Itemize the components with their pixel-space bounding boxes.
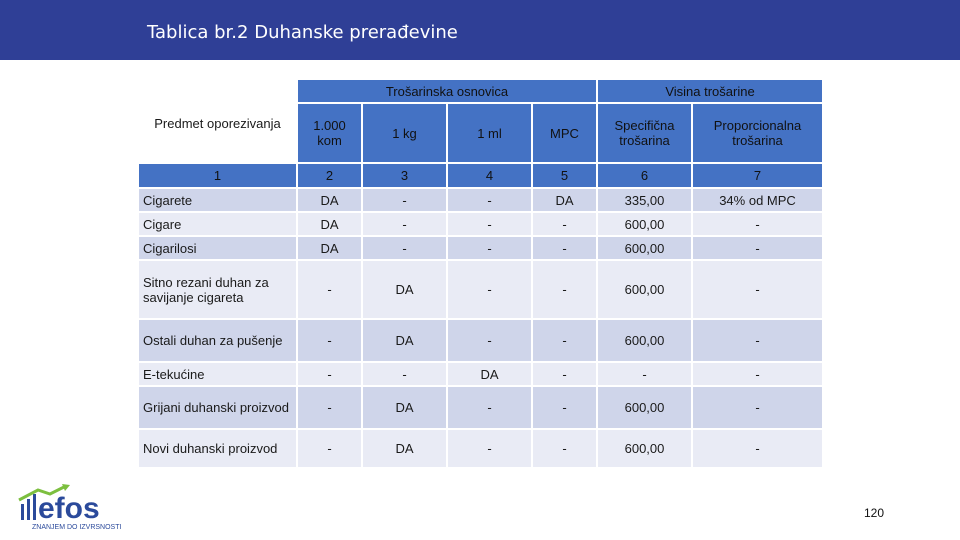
column-header: 1 kg — [362, 103, 447, 163]
table-cell: DA — [532, 188, 597, 212]
table-cell: - — [532, 212, 597, 236]
column-header: 1.000 kom — [297, 103, 362, 163]
table-cell: - — [297, 362, 362, 386]
table-row — [138, 362, 823, 386]
table-cell: - — [692, 362, 823, 386]
row-label: Cigarilosi — [138, 236, 297, 260]
table-cell: - — [362, 236, 447, 260]
table-cell: - — [297, 260, 362, 319]
column-number: 7 — [692, 163, 823, 188]
row-label: Novi duhanski proizvod — [138, 429, 297, 468]
row-label: E-tekućine — [138, 362, 297, 386]
table-cell: - — [532, 236, 597, 260]
column-number: 1 — [138, 163, 297, 188]
table-cell: 600,00 — [597, 386, 692, 429]
table-row — [138, 212, 823, 236]
row-label: Grijani duhanski proizvod — [138, 386, 297, 429]
page-number: 120 — [864, 506, 885, 520]
column-number: 3 — [362, 163, 447, 188]
table-row — [138, 429, 823, 468]
subject-header: Predmet oporezivanja — [138, 79, 297, 163]
table-cell: - — [362, 362, 447, 386]
table-cell: - — [297, 429, 362, 468]
table-cell: - — [447, 429, 532, 468]
table-row — [138, 236, 823, 260]
column-header: Proporcionalna trošarina — [692, 103, 823, 163]
table-cell: - — [532, 362, 597, 386]
table-cell: 34% od MPC — [692, 188, 823, 212]
column-number: 4 — [447, 163, 532, 188]
table-cell: - — [447, 260, 532, 319]
table-cell: - — [447, 212, 532, 236]
logo-bar — [21, 504, 24, 520]
table-cell: 600,00 — [597, 429, 692, 468]
column-header: Specifična trošarina — [597, 103, 692, 163]
table-cell: - — [297, 319, 362, 362]
logo-bar — [33, 494, 36, 520]
table-cell: 335,00 — [597, 188, 692, 212]
column-header: MPC — [532, 103, 597, 163]
table-cell: - — [362, 212, 447, 236]
table-cell: DA — [297, 188, 362, 212]
table-cell: - — [692, 212, 823, 236]
table-cell: - — [532, 429, 597, 468]
row-label: Ostali duhan za pušenje — [138, 319, 297, 362]
table-cell: - — [692, 260, 823, 319]
table-cell: 600,00 — [597, 236, 692, 260]
table-cell: - — [447, 319, 532, 362]
logo-bar — [27, 499, 30, 520]
table-cell: - — [692, 319, 823, 362]
table-cell: 600,00 — [597, 319, 692, 362]
amount-group-header: Visina trošarine — [597, 79, 823, 103]
excise-table — [137, 78, 824, 469]
column-number: 6 — [597, 163, 692, 188]
table-cell: - — [447, 386, 532, 429]
table-row — [138, 319, 823, 362]
row-label: Cigarete — [138, 188, 297, 212]
column-header: 1 ml — [447, 103, 532, 163]
table-cell: - — [692, 386, 823, 429]
table-cell: DA — [297, 236, 362, 260]
row-label: Sitno rezani duhan za savijanje cigareta — [138, 260, 297, 319]
table-cell: - — [532, 386, 597, 429]
table-cell: - — [532, 260, 597, 319]
column-number-row — [138, 163, 823, 188]
table-cell: - — [447, 188, 532, 212]
row-label: Cigare — [138, 212, 297, 236]
logo-tagline: ZNANJEM DO IZVRSNOSTI — [32, 524, 122, 531]
base-group-header: Trošarinska osnovica — [297, 79, 597, 103]
table-cell: - — [692, 236, 823, 260]
slide-title-main: Duhanske prerađevine — [254, 22, 458, 43]
table-cell: - — [447, 236, 532, 260]
table-row — [138, 386, 823, 429]
table-cell: DA — [447, 362, 532, 386]
table-row — [138, 260, 823, 319]
table-cell: - — [297, 386, 362, 429]
column-number: 2 — [297, 163, 362, 188]
column-number: 5 — [532, 163, 597, 188]
logo-brand-text: efos — [38, 492, 100, 525]
table-cell: 600,00 — [597, 260, 692, 319]
header-bar — [0, 0, 960, 60]
table-cell: DA — [362, 386, 447, 429]
table-cell: DA — [297, 212, 362, 236]
slide-title: Tablica br.2 Duhanske prerađevine — [147, 22, 458, 43]
table-cell: DA — [362, 429, 447, 468]
table-cell: - — [597, 362, 692, 386]
table-cell: 600,00 — [597, 212, 692, 236]
table-row — [138, 188, 823, 212]
table-cell: - — [692, 429, 823, 468]
table-cell: DA — [362, 319, 447, 362]
table-cell: - — [362, 188, 447, 212]
table-cell: - — [532, 319, 597, 362]
table-cell: DA — [362, 260, 447, 319]
efos-logo — [18, 484, 143, 532]
